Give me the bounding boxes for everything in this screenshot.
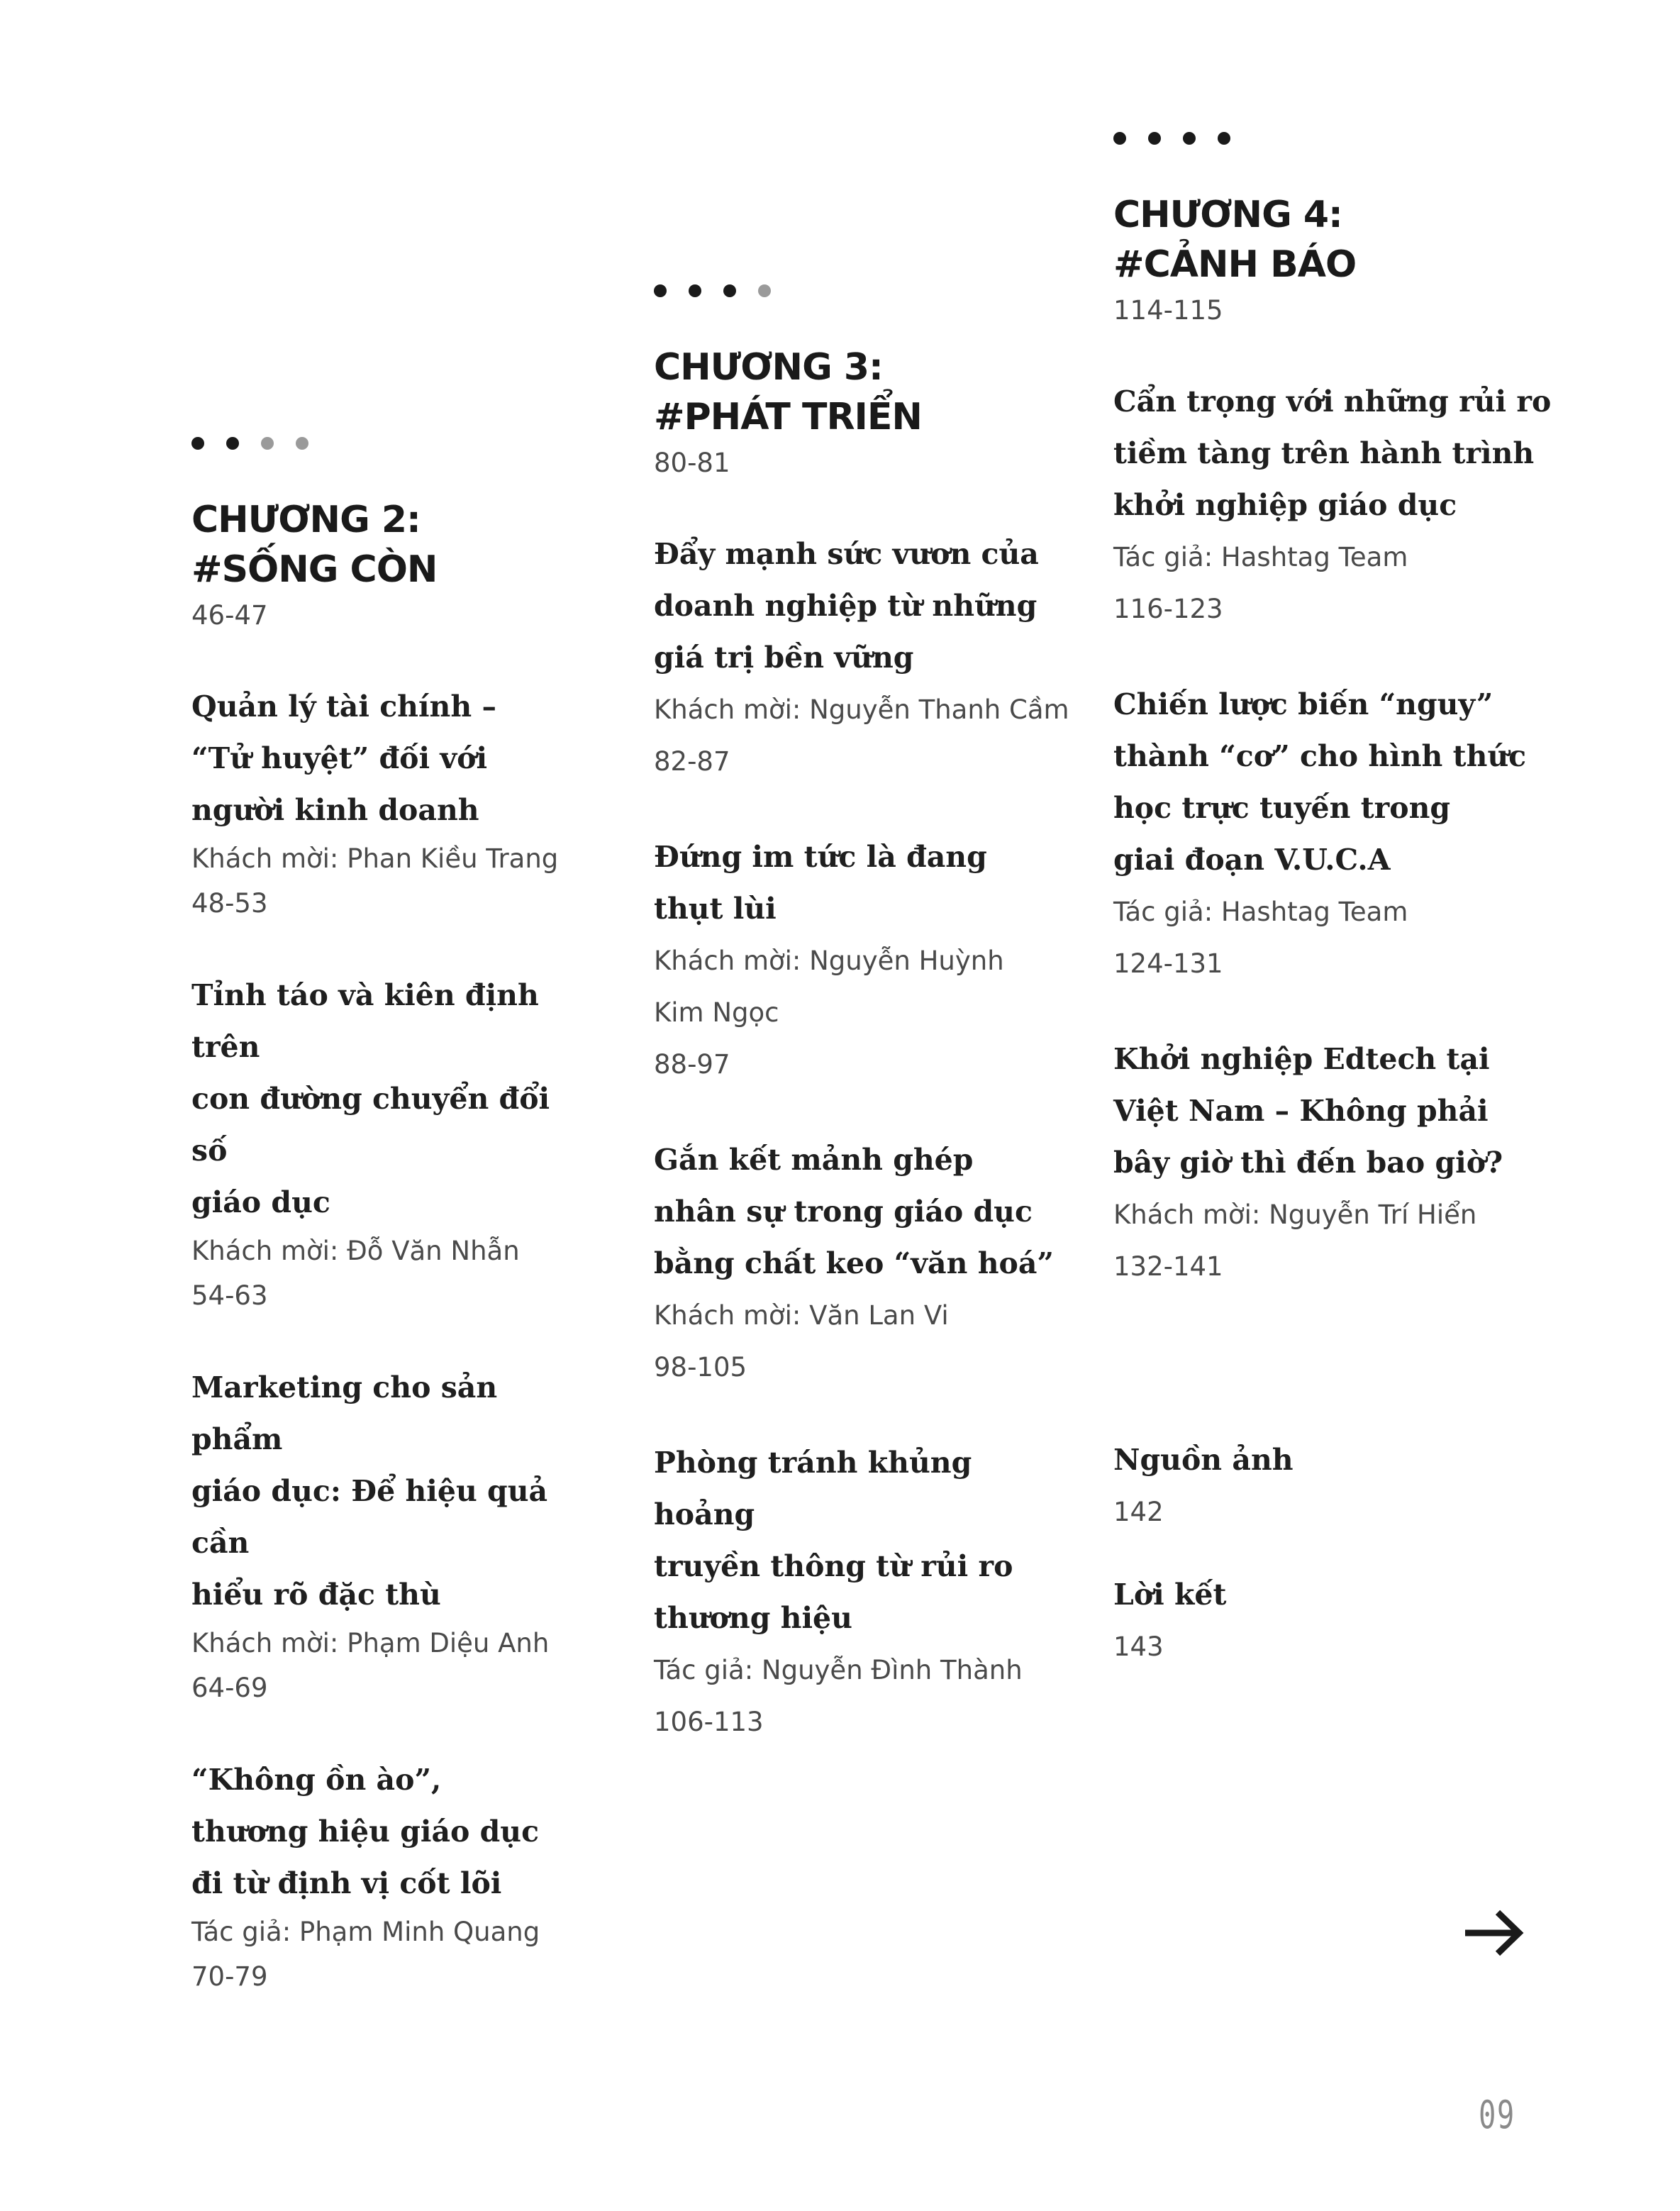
entry-author: Khách mời: Văn Lan Vi [654, 1300, 949, 1331]
entry-title: Phòng tránh khủng hoảng truyền thông từ rủi ro thương hiệu [654, 1446, 1013, 1635]
chapter-title: #PHÁT TRIỂN [654, 396, 922, 438]
dot-icon [654, 284, 667, 297]
entry-pages: 106-113 [654, 1707, 764, 1737]
chapter-4-column [1113, 121, 1567, 1673]
progress-dots [191, 426, 589, 461]
toc-entry[interactable] [191, 970, 589, 1318]
entry-pages: 143 [1113, 1631, 1164, 1662]
entry-author: Khách mời: Phan Kiều Trang [191, 843, 559, 874]
dot-icon [191, 437, 204, 450]
progress-dots [654, 273, 1079, 309]
entry-author: Tác giả: Hashtag Team [1113, 897, 1408, 927]
entry-title: Tỉnh táo và kiên định trên con đường chuyển đổi số giáo dục [191, 978, 550, 1219]
dot-icon [1113, 132, 1126, 145]
chapter-page-range: 114-115 [1113, 295, 1223, 326]
entry-title: Quản lý tài chính – “Tử huyệt” đối với người kinh doanh [191, 689, 496, 827]
dot-icon [758, 284, 771, 297]
entry-title: Marketing cho sản phẩm giáo dục: Để hiệu quả cần hiểu rõ đặc thù [191, 1370, 548, 1612]
entry-title: Gắn kết mảnh ghép nhân sự trong giáo dục bằng chất keo “văn hoá” [654, 1143, 1055, 1280]
toc-entry[interactable] [191, 1754, 589, 1999]
chapter-label: CHƯƠNG 3: [654, 346, 883, 389]
entry-pages: 98-105 [654, 1352, 747, 1382]
chapter-label: CHƯƠNG 2: [191, 499, 421, 541]
toc-entry[interactable] [654, 1134, 1079, 1393]
entry-title: Nguồn ảnh [1113, 1443, 1294, 1477]
dot-icon [1183, 132, 1196, 145]
entry-pages: 142 [1113, 1497, 1164, 1527]
toc-entry[interactable] [654, 1437, 1079, 1748]
arrow-right-icon [1462, 1908, 1526, 1958]
next-page-button[interactable] [1462, 1908, 1526, 1958]
chapter-label: CHƯƠNG 4: [1113, 194, 1342, 236]
toc-entry[interactable] [1113, 1569, 1567, 1673]
entry-pages: 88-97 [654, 1049, 730, 1080]
entry-title: Đứng im tức là đang thụt lùi [654, 840, 987, 926]
toc-entry[interactable] [654, 528, 1079, 787]
entry-pages: 82-87 [654, 746, 730, 777]
entry-author: Tác giả: Phạm Minh Quang [191, 1917, 540, 1947]
dot-icon [689, 284, 701, 297]
chapter-page-range: 46-47 [191, 600, 268, 631]
entry-pages: 124-131 [1113, 948, 1223, 979]
entry-pages: 132-141 [1113, 1251, 1223, 1282]
progress-dots [1113, 121, 1567, 156]
entry-author: Tác giả: Nguyễn Đình Thành [654, 1655, 1023, 1685]
dot-icon [261, 437, 274, 450]
entry-title: Đẩy mạnh sức vươn của doanh nghiệp từ những giá trị bền vững [654, 537, 1039, 675]
toc-entry[interactable] [654, 831, 1079, 1090]
toc-entry[interactable] [191, 1362, 589, 1710]
entry-author: Khách mời: Phạm Diệu Anh [191, 1628, 550, 1658]
toc-entry[interactable] [191, 681, 589, 926]
entry-title: Khởi nghiệp Edtech tại Việt Nam – Không phải bây giờ thì đến bao giờ? [1113, 1042, 1503, 1180]
entry-pages: 116-123 [1113, 594, 1223, 624]
entry-pages: 70-79 [191, 1961, 268, 1992]
entry-author: Khách mời: Nguyễn Huỳnh Kim Ngọc [654, 946, 1004, 1028]
entry-title: “Không ồn ào”, thương hiệu giáo dục đi từ định vị cốt lõi [191, 1763, 540, 1900]
toc-entry[interactable] [1113, 1034, 1567, 1292]
chapter-title: #SỐNG CÒN [191, 548, 438, 591]
entry-pages: 48-53 [191, 888, 268, 919]
entry-pages: 64-69 [191, 1673, 268, 1703]
entry-title: Chiến lược biến “nguy” thành “cơ” cho hình thức học trực tuyến trong giai đoạn V.U.C.A [1113, 687, 1527, 877]
chapter-title: #CẢNH BÁO [1113, 243, 1357, 286]
entry-pages: 54-63 [191, 1280, 268, 1311]
entry-title: Lời kết [1113, 1578, 1227, 1612]
chapter-2-column [191, 426, 589, 1999]
chapter-page-range: 80-81 [654, 448, 730, 478]
page-number: 09 [1479, 2093, 1515, 2137]
dot-icon [226, 437, 239, 450]
entry-author: Tác giả: Hashtag Team [1113, 542, 1408, 572]
entry-author: Khách mời: Nguyễn Trí Hiển [1113, 1199, 1477, 1230]
dot-icon [1148, 132, 1161, 145]
toc-entry[interactable] [1113, 376, 1567, 635]
toc-entry[interactable] [1113, 1434, 1567, 1538]
dot-icon [296, 437, 308, 450]
entry-author: Khách mời: Nguyễn Thanh Cầm [654, 694, 1069, 725]
dot-icon [723, 284, 736, 297]
toc-entry[interactable] [1113, 679, 1567, 990]
entry-author: Khách mời: Đỗ Văn Nhẫn [191, 1236, 520, 1266]
chapter-3-column [654, 273, 1079, 1748]
dot-icon [1218, 132, 1230, 145]
entry-title: Cẩn trọng với những rủi ro tiềm tàng trên hành trình khởi nghiệp giáo dục [1113, 384, 1552, 522]
